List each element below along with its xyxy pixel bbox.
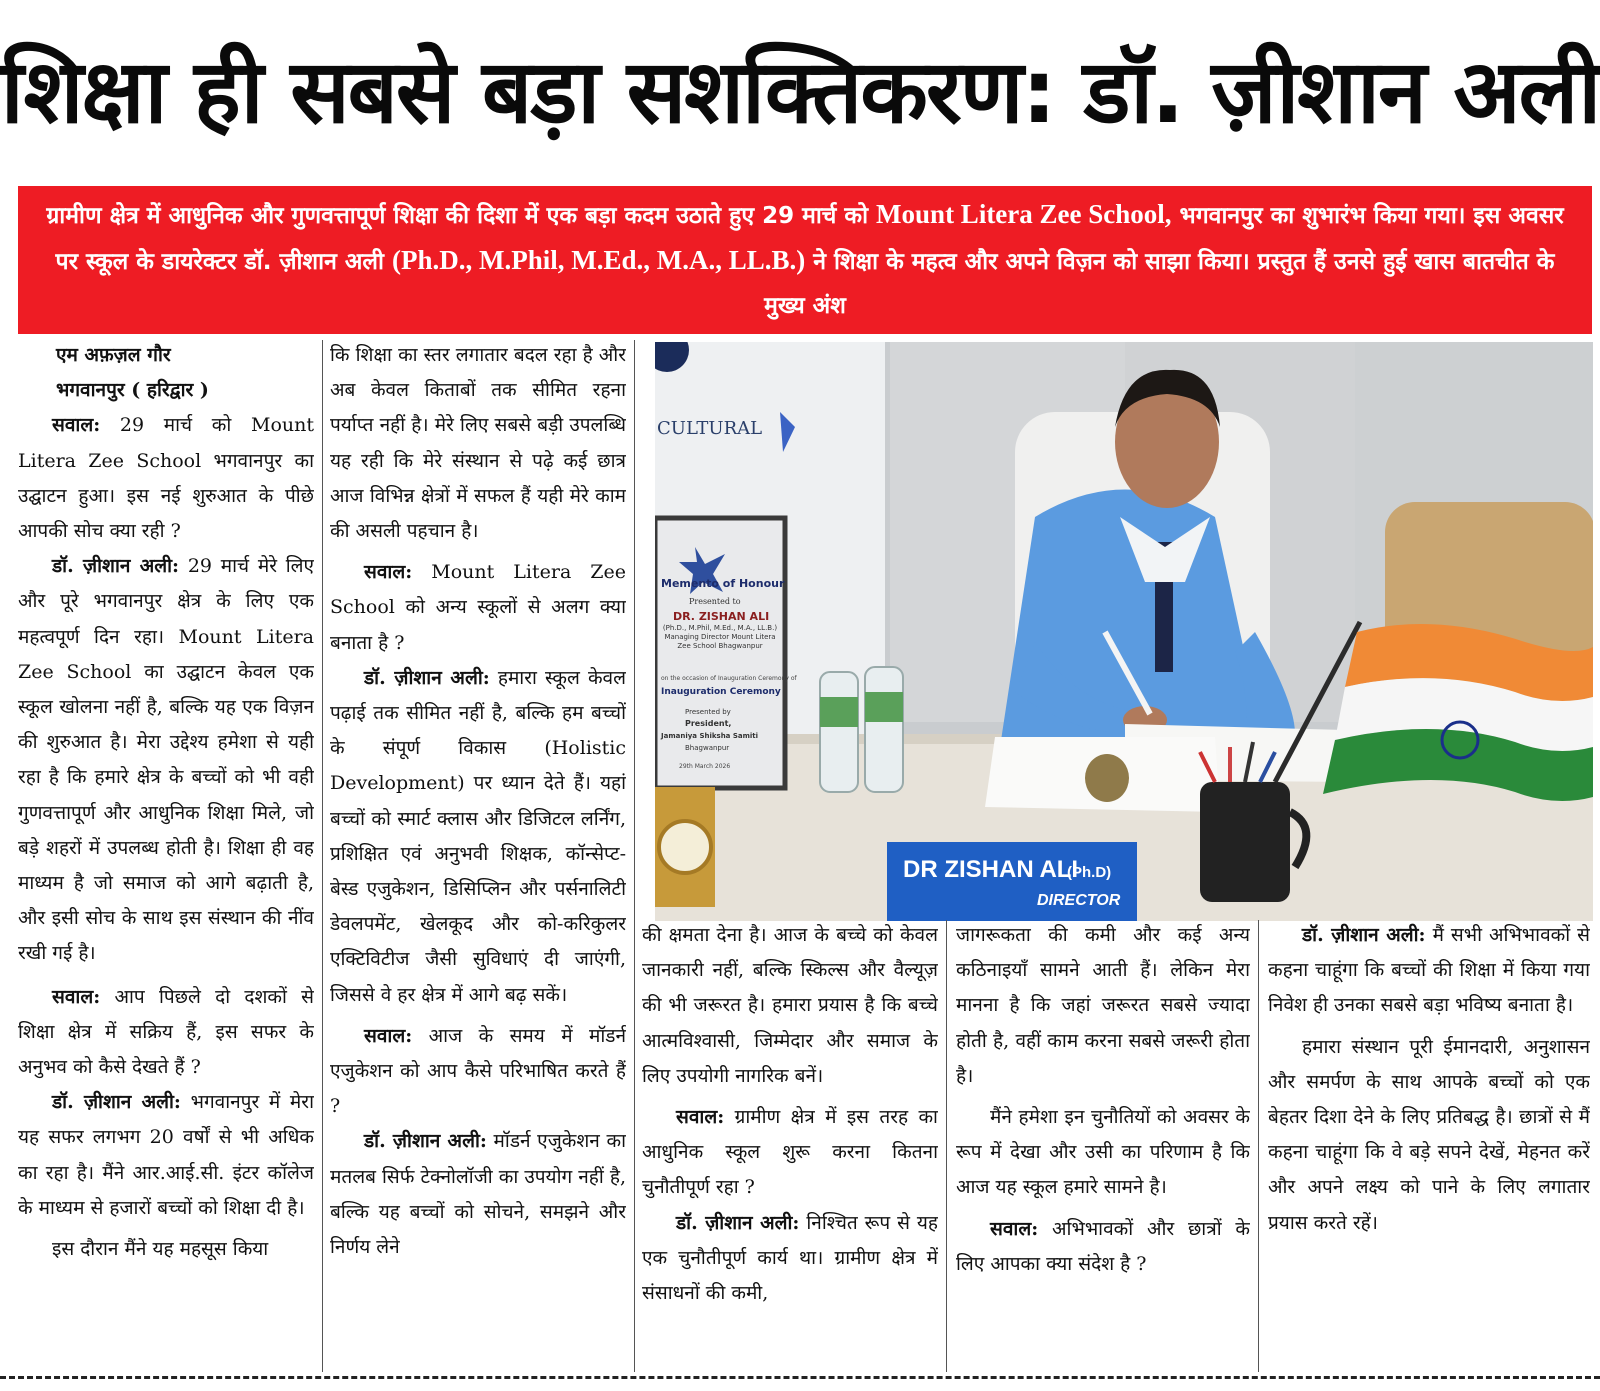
answer-1: डॉ. ज़ीशान अली: 29 मार्च मेरे लिए और पूरे भगवानपुर क्षेत्र के लिए एक महत्वपूर्ण दिन रहा। Mount Litera Zee School का उद्घाटन केवल एक स्कूल खोलना नहीं है, बल्कि यह एक विज़न की शुरुआत है। मेरा उद्देश्य हमेशा से यही रहा है कि हमारे क्षेत्र के बच्चों को भी वही गुणवत्तापूर्ण और आधुनिक शिक्षा मिले, जो बड़े शहरों में उपलब्ध होती है। शिक्षा ही वह माध्यम है जो समाज को आगे बढ़ाती है, और इसी सोच के साथ इस संस्थान की नींव रखी गई है। [18, 555, 314, 965]
column-divider [1258, 920, 1259, 1372]
column-divider [634, 340, 635, 1372]
photo-illustration [655, 342, 1593, 921]
intro-degrees: (Ph.D., M.Phil, M.Ed., M.A., LL.B.) [391, 245, 806, 275]
answer-5: डॉ. ज़ीशान अली: निश्चित रूप से यह एक चुनौतीपूर्ण कार्य था। ग्रामीण क्षेत्र में संसाधनों की कमी, [642, 1211, 938, 1305]
nameplate-name: DR ZISHAN ALI [903, 856, 1079, 883]
paragraph: की क्षमता देना है। आज के बच्चे को केवल जानकारी नहीं, बल्कि स्किल्स और वैल्यूज़ की भी जरूरत है। हमारा प्रयास है कि बच्चे आत्मविश्वासी, जिम्मेदार और समाज के लिए उपयोगी नागरिक बनें। [642, 924, 938, 1087]
paragraph: जागरूकता की कमी और कई अन्य कठिनाइयाँ सामने आती हैं। लेकिन मेरा मानना है कि जहां जरूरत सबसे ज्यादा होती है, वहीं काम करना सबसे जरूरी होता है। [956, 924, 1250, 1087]
byline-location: भगवानपुर ( हरिद्वार ) [56, 379, 209, 402]
paragraph: इस दौरान मैंने यह महसूस किया [52, 1238, 269, 1261]
intro-text-3: ने शिक्षा के महत्व और अपने विज़न को साझा किया। प्रस्तुत हैं उनसे हुई खास बातचीत के मुख्य अंश [764, 249, 1555, 319]
memento-role: President, [685, 719, 732, 728]
memento-org: Jamaniya Shiksha Samiti [661, 732, 759, 740]
question-6: सवाल: अभिभावकों और छात्रों के लिए आपका क्या संदेश है ? [956, 1217, 1250, 1275]
memento-name: DR. ZISHAN ALI [673, 610, 770, 623]
column-divider [322, 340, 323, 1372]
intro-school-name: Mount Litera Zee School, [876, 199, 1172, 229]
memento-place: Bhagwanpur [685, 744, 730, 752]
answer-6: डॉ. ज़ीशान अली: मैं सभी अभिभावकों से कहना चाहूंगा कि बच्चों की शिक्षा में किया गया निवेश ही उनका सबसे बड़ा भविष्य बनाता है। [1268, 924, 1590, 1017]
intro-text-2: भगवानपुर का शुभारंभ किया गया। इस अवसर पर स्कूल के डायरेक्टर डॉ. ज़ीशान अली [55, 203, 1564, 275]
column-5 [1268, 918, 1590, 1372]
column-divider [946, 920, 947, 1372]
answer-4: डॉ. ज़ीशान अली: मॉडर्न एजुकेशन का मतलब सिर्फ टेक्नोलॉजी का उपयोग नहीं है, बल्कि यह बच्चों को सोचने, समझने और निर्णय लेने [330, 1130, 626, 1259]
bottom-dashed-rule [0, 1376, 1600, 1379]
headline: शिक्षा ही सबसे बड़ा सशक्तिकरण: डॉ. ज़ीशान अली [0, 40, 1600, 143]
question-1: सवाल: 29 मार्च को Mount Litera Zee School भगवानपुर का उद्घाटन हुआ। इस नई शुरुआत के पीछे आपकी सोच क्या रही ? [18, 414, 314, 543]
memento-occasion: on the occasion of Inauguration Ceremony of [661, 675, 797, 682]
nameplate-title: DIRECTOR [1037, 892, 1121, 909]
question-4: सवाल: आज के समय में मॉडर्न एजुकेशन को आप कैसे परिभाषित करते हैं ? [330, 1024, 626, 1118]
column-1 [18, 338, 314, 1372]
question-3: सवाल: Mount Litera Zee School को अन्य स्कूलों से अलग क्या बनाता है ? [330, 561, 626, 654]
memento-presented: Presented to [689, 597, 741, 606]
answer-2: डॉ. ज़ीशान अली: भगवानपुर में मेरा यह सफर लगभग 20 वर्षों से भी अधिक का रहा है। मैंने आर.आई.सी. इंटर कॉलेज के माध्यम से हजारों बच्चों को शिक्षा दी है। [18, 1091, 314, 1219]
paragraph: मैंने हमेशा इन चुनौतियों को अवसर के रूप में देखा और उसी का परिणाम है कि आज यह स्कूल हमारे सामने है। [956, 1106, 1250, 1199]
paragraph: कि शिक्षा का स्तर लगातार बदल रहा है और अब केवल किताबों तक सीमित रहना पर्याप्त नहीं है। मेरे लिए सबसे बड़ी उपलब्धि यह रही कि मेरे संस्थान से पढ़े कई छात्र आज विभिन्न क्षेत्रों में सफल हैं यही मेरे काम की असली पहचान है। [330, 344, 626, 543]
column-3 [642, 918, 938, 1372]
photo-director-signing [655, 342, 1593, 921]
paragraph: हमारा संस्थान पूरी ईमानदारी, अनुशासन और समर्पण के साथ आपके बच्चों को एक बेहतर दिशा देने के लिए प्रतिबद्ध है। छात्रों से मैं कहना चाहूंगा कि वे बड़े सपने देखें, मेहनत करें और अपने लक्ष्य को पाने के लिए लगातार प्रयास करते रहें। [1268, 1035, 1590, 1234]
memento-details: (Ph.D., M.Phil, M.Ed., M.A., LL.B.) Managing Director Mount Litera Zee School Bhagwanpur [662, 624, 778, 650]
intro-text-1: ग्रामीण क्षेत्र में आधुनिक और गुणवत्तापूर्ण शिक्षा की दिशा में एक बड़ा कदम उठाते हुए 29 मार्च को [46, 203, 877, 229]
intro-box [18, 186, 1592, 334]
question-5: सवाल: ग्रामीण क्षेत्र में इस तरह का आधुनिक स्कूल शुरू करना कितना चुनौतीपूर्ण रहा ? [642, 1106, 938, 1199]
column-4 [956, 918, 1250, 1372]
memento-date: 29th March 2026 [679, 763, 731, 770]
wall-text: CULTURAL [657, 418, 763, 439]
memento-ceremony: Inauguration Ceremony [661, 687, 781, 697]
answer-3: डॉ. ज़ीशान अली: हमारा स्कूल केवल पढ़ाई तक सीमित नहीं है, बल्कि हम बच्चों के संपूर्ण विकास (Holistic Development) पर ध्यान देते हैं। यहां बच्चों को स्मार्ट क्लास और डिजिटल लर्निंग, प्रशिक्षित एवं अनुभवी शिक्षक, कॉन्सेप्ट-बेस्ड एजुकेशन, डिसिप्लिन और पर्सनालिटी डेवलपमेंट, खेलकूद और को-करिकुलर एक्टिविटीज जैसी सुविधाएं दी जाएंगी, जिससे वे हर क्षेत्र में आगे बढ़ सकें। [330, 666, 626, 1006]
byline-author: एम अफ़ज़ल गौर [56, 344, 171, 366]
memento-by: Presented by [685, 708, 731, 716]
column-2 [330, 338, 626, 1372]
nameplate-degree: (Ph.D) [1067, 864, 1112, 881]
question-2: सवाल: आप पिछले दो दशकों से शिक्षा क्षेत्र में सक्रिय हैं, इस सफर के अनुभव को कैसे देखते हैं ? [18, 985, 314, 1079]
memento-title: Memento of Honour [661, 577, 785, 590]
